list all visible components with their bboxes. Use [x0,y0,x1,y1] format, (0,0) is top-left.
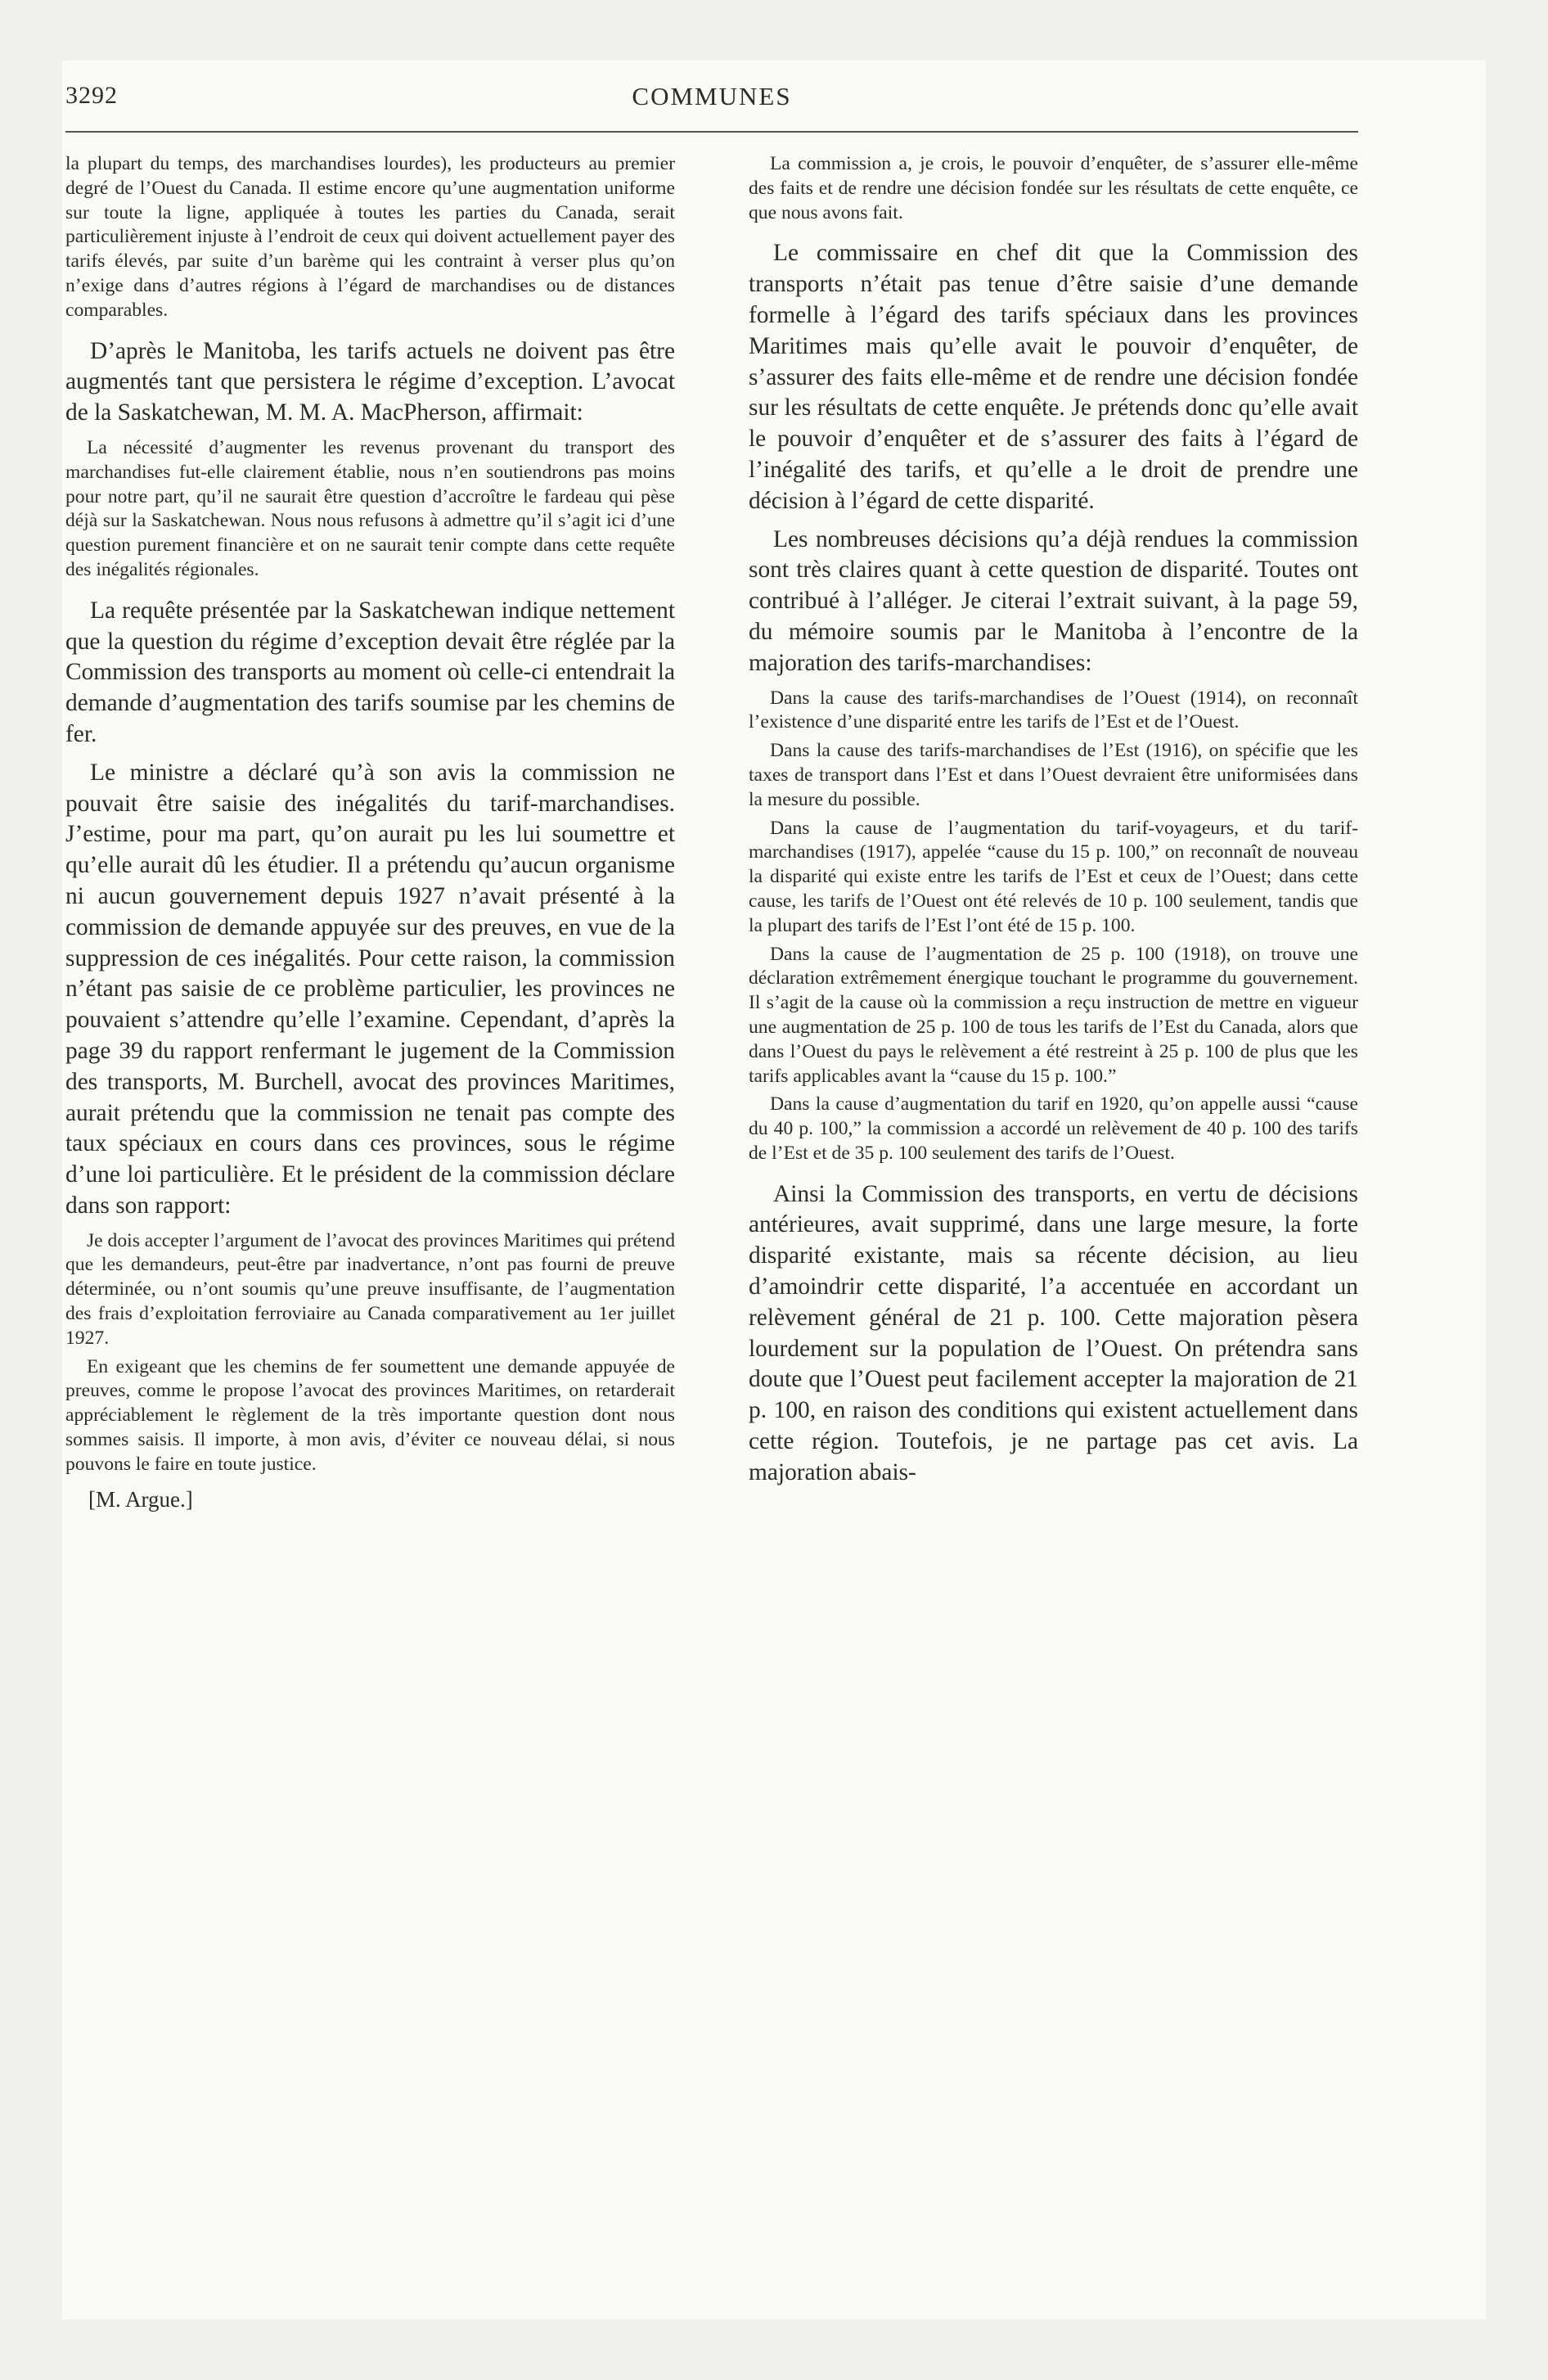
body-paragraph: Le ministre a déclaré qu’à son avis la commission ne pouvait être saisie des inégalités du tarif-marchandises. J’estime, pour ma part, qu’on aurait pu les lui soumettre et qu’elle aurait dû les étudier. Il a prétendu qu’aucun organisme ni aucun gouvernement depuis 1927 n’avait présenté à la commission de demande appuyée sur des preuves, en vue de la suppression de ces inégalités. Pour cette raison, la commission n’étant pas saisie de ce problème particulier, les provinces ne pouvaient s’attendre qu’elle l’examine. Cependant, d’après la page 39 du rapport renfermant le jugement de la Commission des transports, M. Burchell, avocat des provinces Maritimes, aurait prétendu que la commission ne tenait pas compte des taux spéciaux en cours dans ces provinces, sous le régime d’une loi particulière. Et le président de la commission déclare dans son rapport: [65,759,675,1219]
quote-paragraph: Dans la cause des tarifs-marchandises de l’Ouest (1914), on reconnaît l’existence d’une disparité entre les tarifs de l’Est et de l’Ouest. [749,687,1358,733]
page-number: 3292 [65,82,118,109]
page-header [65,82,1358,131]
speaker-attribution: [M. Argue.] [88,1486,193,1512]
running-title: COMMUNES [632,82,792,110]
body-paragraph: La requête présentée par la Saskatchewan indique nettement que la question du régime d’exception devait être réglée par la Commission des transports au moment où celle-ci entendrait la demande d’augmentation des tarifs soumise par les chemins de fer. [65,597,675,747]
left-column [65,152,675,1513]
quote-paragraph: Dans la cause d’augmentation du tarif en 1920, qu’on appelle aussi “cause du 40 p. 100,” la commission a accordé un relèvement de 40 p. 100 des tarifs de l’Est et de 35 p. 100 seulement des tarifs de l’Ouest. [749,1093,1358,1164]
quote-paragraph: Je dois accepter l’argument de l’avocat des provinces Maritimes qui prétend que les demandeurs, peut-être par inadvertance, n’ont pas fourni de preuve déterminée, ou n’ont soumis qu’une preuve insuffisante, de l’augmentation des frais d’exploitation ferroviaire au Canada comparativement au 1er juillet 1927. [65,1229,675,1349]
quote-paragraph: Dans la cause des tarifs-marchandises de l’Est (1916), on spécifie que les taxes de transport dans l’Est et dans l’Ouest devraient être uniformisées dans la mesure du possible. [749,740,1358,810]
right-column [749,152,1358,1496]
body-paragraph: Les nombreuses décisions qu’a déjà rendues la commission sont très claires quant à cette question de disparité. Toutes ont contribué à l’alléger. Je citerai l’extrait suivant, à la page 59, du mémoire soumis par le Manitoba à l’encontre de la majoration des tarifs-marchandises: [749,525,1358,676]
body-paragraph: D’après le Manitoba, les tarifs actuels ne doivent pas être augmentés tant que persistera le régime d’exception. L’avocat de la Saskatchewan, M. M. A. MacPherson, affirmait: [65,337,675,426]
quote-paragraph: la plupart du temps, des marchandises lourdes), les producteurs au premier degré de l’Ouest du Canada. Il estime encore qu’une augmentation uniforme sur toute la ligne, appliquée à toutes les parties du Canada, serait particulièrement injuste à l’endroit de ceux qui doivent actuellement payer des tarifs élevés, par suite d’un barème qui les contraint à verser plus qu’on n’exige dans d’autres régions à l’égard de marchandises ou de distances comparables. [65,153,675,321]
header-rule [65,131,1358,133]
quote-paragraph: Dans la cause de l’augmentation de 25 p. 100 (1918), on trouve une déclaration extrêmement énergique touchant le programme du gouvernement. Il s’agit de la cause où la commission a reçu instruction de mettre en vigueur une augmentation de 25 p. 100 de tous les tarifs de l’Est du Canada, alors que dans l’Ouest du pays le relèvement a été restreint à 25 p. 100 de plus que les tarifs applicables avant la “cause du 15 p. 100.” [749,943,1358,1087]
body-paragraph: Ainsi la Commission des transports, en vertu de décisions antérieures, avait supprimé, dans une large mesure, la forte disparité existante, mais sa récente décision, au lieu d’amoindrir cette disparité, l’a accentuée en accordant un relèvement général de 21 p. 100. Cette majoration pèsera lourdement sur la population de l’Ouest. On prétendra sans doute que l’Ouest peut facilement accepter la majoration de 21 p. 100, en raison des conditions qui existent actuellement dans cette région. Toutefois, je ne partage pas cet avis. La majoration abais- [749,1180,1358,1485]
body-paragraph: Le commissaire en chef dit que la Commission des transports n’était pas tenue d’être saisie d’une demande formelle à l’égard des tarifs spéciaux dans les provinces Maritimes mais qu’elle avait le pouvoir d’enquêter, de s’assurer des faits elle-même et de rendre une décision fondée sur les résultats de cette enquête. Je prétends donc qu’elle avait le pouvoir d’enquêter et de s’assurer des faits à l’égard de l’inégalité des tarifs, et qu’elle a le droit de prendre une décision à l’égard de cette disparité. [749,240,1358,514]
quote-paragraph: Dans la cause de l’augmentation du tarif-voyageurs, et du tarif-marchandises (1917), appelée “cause du 15 p. 100,” on reconnaît de nouveau la disparité qui existe entre les tarifs de l’Est et ceux de l’Ouest; dans cette cause, les tarifs de l’Ouest ont été relevés de 10 p. 100 seulement, tandis que la plupart des tarifs de l’Est l’ont été de 15 p. 100. [749,817,1358,936]
quote-paragraph: En exigeant que les chemins de fer soumettent une demande appuyée de preuves, comme le propose l’avocat des provinces Maritimes, on retarderait appréciablement le règlement de la très importante question dont nous sommes saisis. Il importe, à mon avis, d’éviter ce nouveau délai, si nous pouvons le faire en toute justice. [65,1355,675,1475]
quote-paragraph: La commission a, je crois, le pouvoir d’enquêter, de s’assurer elle-même des faits et de rendre une décision fondée sur les résultats de cette enquête, ce que nous avons fait. [749,153,1358,223]
quote-paragraph: La nécessité d’augmenter les revenus provenant du transport des marchandises fut-elle clairement établie, nous n’en soutiendrons pas moins pour notre part, qu’il ne saurait être question d’accroître le fardeau qui pèse déjà sur la Saskatchewan. Nous nous refusons à admettre qu’il s’agit ici d’une question purement financière et on ne saurait tenir compte dans cette requête des inégalités régionales. [65,436,675,580]
